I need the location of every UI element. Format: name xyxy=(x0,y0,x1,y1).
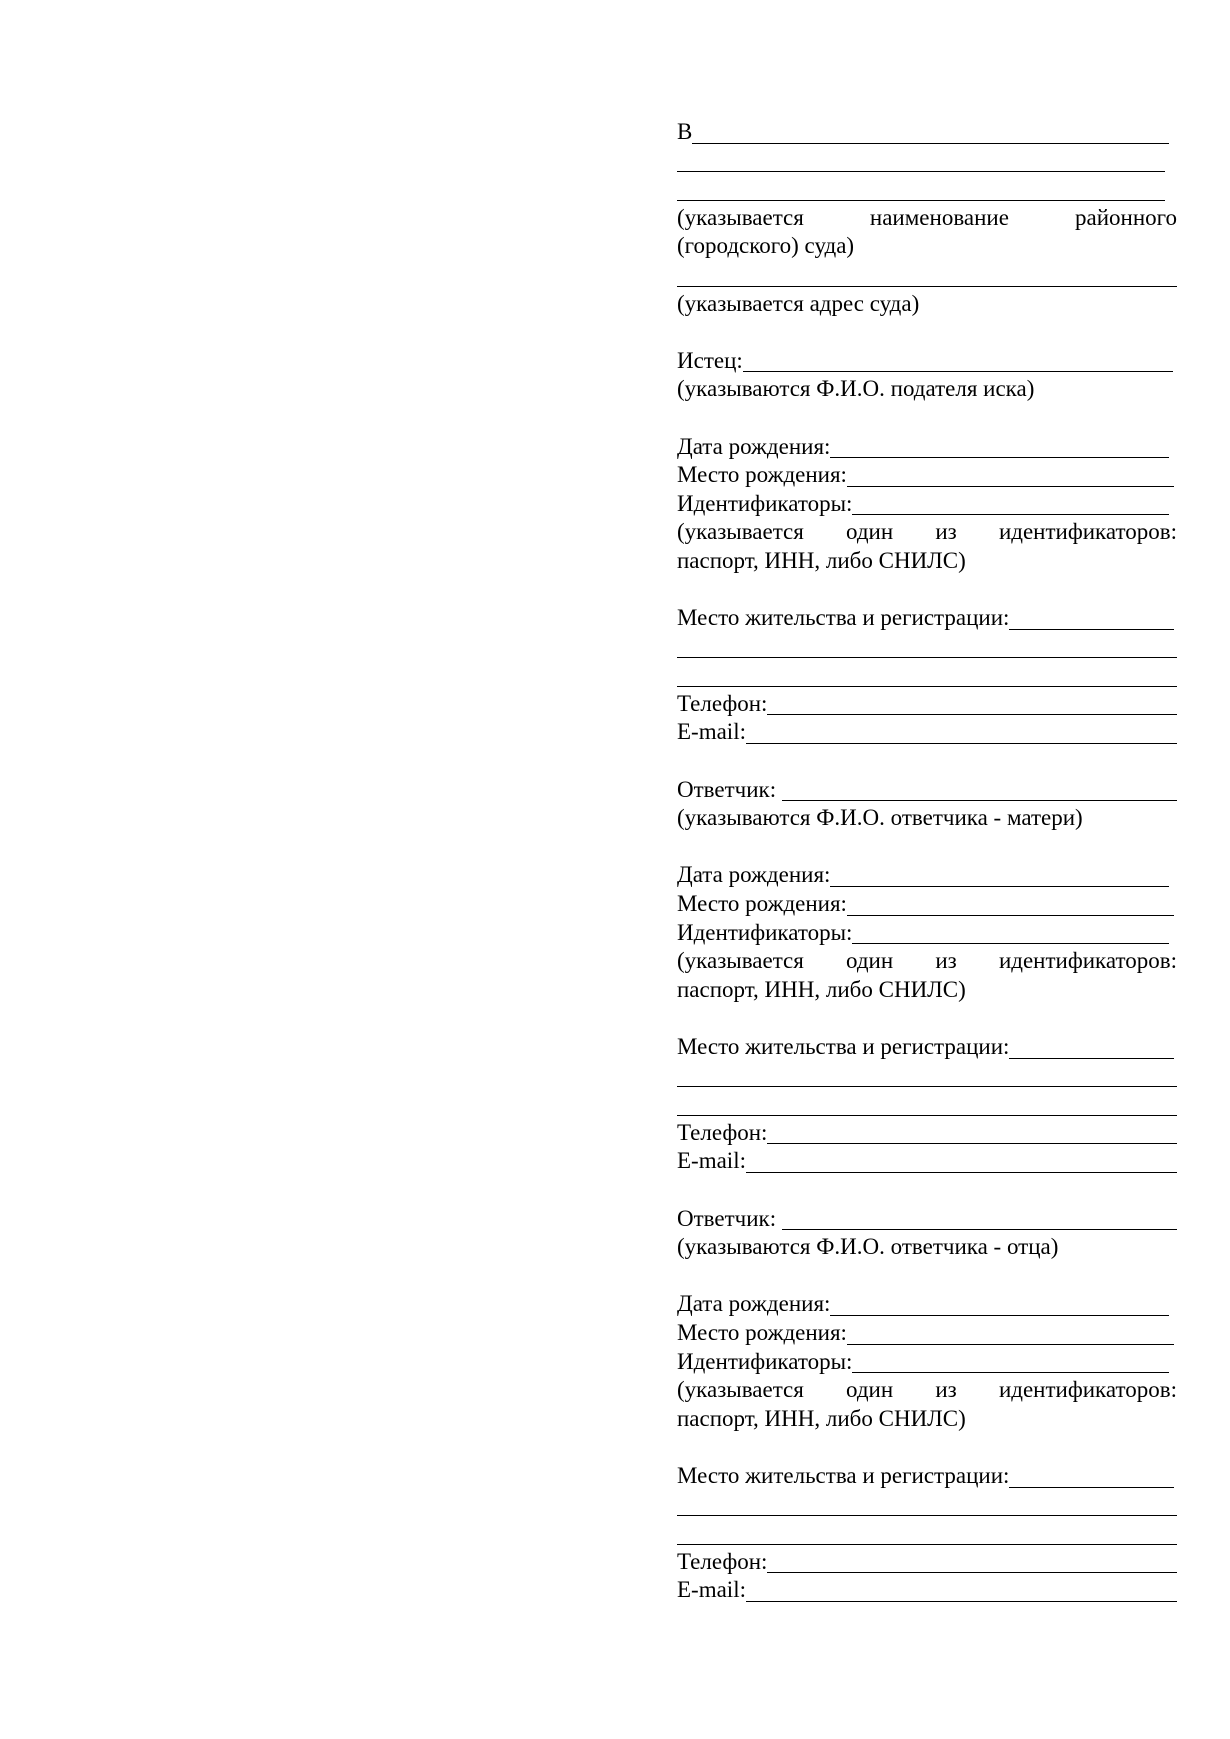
plaintiff-residence-label: Место жительства и регистрации: xyxy=(677,605,1010,631)
defendant-mother-ids-hint-2: паспорт, ИНН, либо СНИЛС) xyxy=(677,976,966,1002)
defendant-father-line xyxy=(677,1205,1177,1234)
defendant-mother-birth-place-line xyxy=(677,890,1177,919)
defendant-father-birth-place-label: Место рождения: xyxy=(677,1319,847,1345)
plaintiff-birth-date-label: Дата рождения: xyxy=(677,433,831,459)
plaintiff-birth-place-line xyxy=(677,461,1177,490)
plaintiff-birth-place-label: Место рождения: xyxy=(677,462,847,488)
plaintiff-line xyxy=(677,347,1177,376)
document-header-block xyxy=(677,118,1177,1605)
defendant-father-birth-date-line xyxy=(677,1290,1177,1319)
plaintiff-residence-blank-1[interactable] xyxy=(677,633,1177,662)
defendant-mother-residence-line xyxy=(677,1033,1177,1062)
defendant-father-ids-label: Идентификаторы: xyxy=(677,1348,853,1374)
plaintiff-birth-place-field[interactable] xyxy=(847,466,1174,487)
defendant-mother-label: Ответчик: xyxy=(677,776,777,802)
court-name-hint-2: (городского) суда) xyxy=(677,233,855,259)
defendant-mother-phone-field[interactable] xyxy=(767,1123,1177,1144)
defendant-father-residence-field[interactable] xyxy=(1009,1467,1174,1488)
plaintiff-birth-date-field[interactable] xyxy=(830,437,1169,458)
defendant-mother-name-field[interactable] xyxy=(782,780,1177,801)
court-name-blank-2[interactable] xyxy=(677,175,1165,204)
defendant-father-ids-hint-1: (указывается один из идентификаторов: xyxy=(677,1377,1177,1403)
court-name-hint-1: (указывается наименование районного xyxy=(677,204,1177,230)
plaintiff-ids-field[interactable] xyxy=(852,494,1169,515)
defendant-father-birth-place-line xyxy=(677,1319,1177,1348)
defendant-mother-hint: (указываются Ф.И.О. ответчика - матери) xyxy=(677,805,1083,831)
plaintiff-email-label: E-mail: xyxy=(677,719,746,745)
defendant-father-label: Ответчик: xyxy=(677,1205,777,1231)
plaintiff-ids-line xyxy=(677,490,1177,519)
defendant-mother-email-label: E-mail: xyxy=(677,1148,746,1174)
defendant-father-hint: (указываются Ф.И.О. ответчика - отца) xyxy=(677,1234,1059,1260)
defendant-father-residence-line xyxy=(677,1462,1177,1491)
defendant-father-phone-line xyxy=(677,1548,1177,1577)
court-prefix: В xyxy=(677,119,693,144)
plaintiff-phone-label: Телефон: xyxy=(677,690,768,716)
plaintiff-ids-label: Идентификаторы: xyxy=(677,490,853,516)
court-address-hint: (указывается адрес суда) xyxy=(677,290,920,316)
defendant-mother-ids-hint-1: (указывается один из идентификаторов: xyxy=(677,948,1177,974)
defendant-father-ids-line xyxy=(677,1348,1177,1377)
defendant-mother-ids-label: Идентификаторы: xyxy=(677,919,853,945)
defendant-father-email-line xyxy=(677,1576,1177,1605)
plaintiff-label: Истец: xyxy=(677,347,743,373)
defendant-mother-birth-date-label: Дата рождения: xyxy=(677,862,831,888)
defendant-mother-phone-line xyxy=(677,1119,1177,1148)
court-name-field[interactable] xyxy=(692,123,1169,144)
defendant-mother-ids-field[interactable] xyxy=(852,923,1169,944)
plaintiff-name-field[interactable] xyxy=(743,351,1173,372)
court-address-field[interactable] xyxy=(677,261,1177,290)
defendant-mother-line xyxy=(677,776,1177,805)
defendant-father-birth-date-field[interactable] xyxy=(830,1295,1169,1316)
plaintiff-birth-date-line xyxy=(677,433,1177,462)
defendant-father-birth-place-field[interactable] xyxy=(847,1324,1174,1345)
plaintiff-residence-blank-2[interactable] xyxy=(677,661,1177,690)
defendant-father-phone-field[interactable] xyxy=(767,1552,1177,1573)
defendant-father-residence-blank-1[interactable] xyxy=(677,1491,1177,1520)
defendant-mother-birth-place-label: Место рождения: xyxy=(677,891,847,917)
defendant-mother-ids-line xyxy=(677,919,1177,948)
plaintiff-phone-field[interactable] xyxy=(767,694,1177,715)
defendant-father-ids-hint-2: паспорт, ИНН, либо СНИЛС) xyxy=(677,1405,966,1431)
defendant-mother-birth-date-line xyxy=(677,861,1177,890)
defendant-father-residence-label: Место жительства и регистрации: xyxy=(677,1462,1010,1488)
defendant-father-birth-date-label: Дата рождения: xyxy=(677,1291,831,1317)
defendant-father-name-field[interactable] xyxy=(782,1209,1177,1230)
plaintiff-ids-hint-2: паспорт, ИНН, либо СНИЛС) xyxy=(677,547,966,573)
plaintiff-residence-field[interactable] xyxy=(1009,609,1174,630)
plaintiff-hint: (указываются Ф.И.О. подателя иска) xyxy=(677,376,1035,402)
plaintiff-email-line xyxy=(677,718,1177,747)
defendant-father-residence-blank-2[interactable] xyxy=(677,1519,1177,1548)
defendant-mother-phone-label: Телефон: xyxy=(677,1119,768,1145)
defendant-father-email-field[interactable] xyxy=(746,1581,1177,1602)
plaintiff-ids-hint-1: (указывается один из идентификаторов: xyxy=(677,519,1177,545)
court-line xyxy=(677,118,1177,147)
defendant-mother-residence-label: Место жительства и регистрации: xyxy=(677,1034,1010,1059)
defendant-mother-birth-date-field[interactable] xyxy=(830,866,1169,887)
defendant-father-email-label: E-mail: xyxy=(677,1577,746,1603)
defendant-mother-email-field[interactable] xyxy=(746,1152,1177,1173)
defendant-mother-residence-field[interactable] xyxy=(1009,1038,1174,1059)
plaintiff-phone-line xyxy=(677,690,1177,719)
defendant-mother-residence-blank-2[interactable] xyxy=(677,1090,1177,1119)
defendant-mother-email-line xyxy=(677,1147,1177,1176)
defendant-father-ids-field[interactable] xyxy=(852,1352,1169,1373)
defendant-father-phone-label: Телефон: xyxy=(677,1548,768,1574)
defendant-mother-residence-blank-1[interactable] xyxy=(677,1062,1177,1091)
plaintiff-residence-line xyxy=(677,604,1177,633)
defendant-mother-birth-place-field[interactable] xyxy=(847,895,1174,916)
plaintiff-email-field[interactable] xyxy=(746,723,1177,744)
court-name-blank-1[interactable] xyxy=(677,147,1165,176)
